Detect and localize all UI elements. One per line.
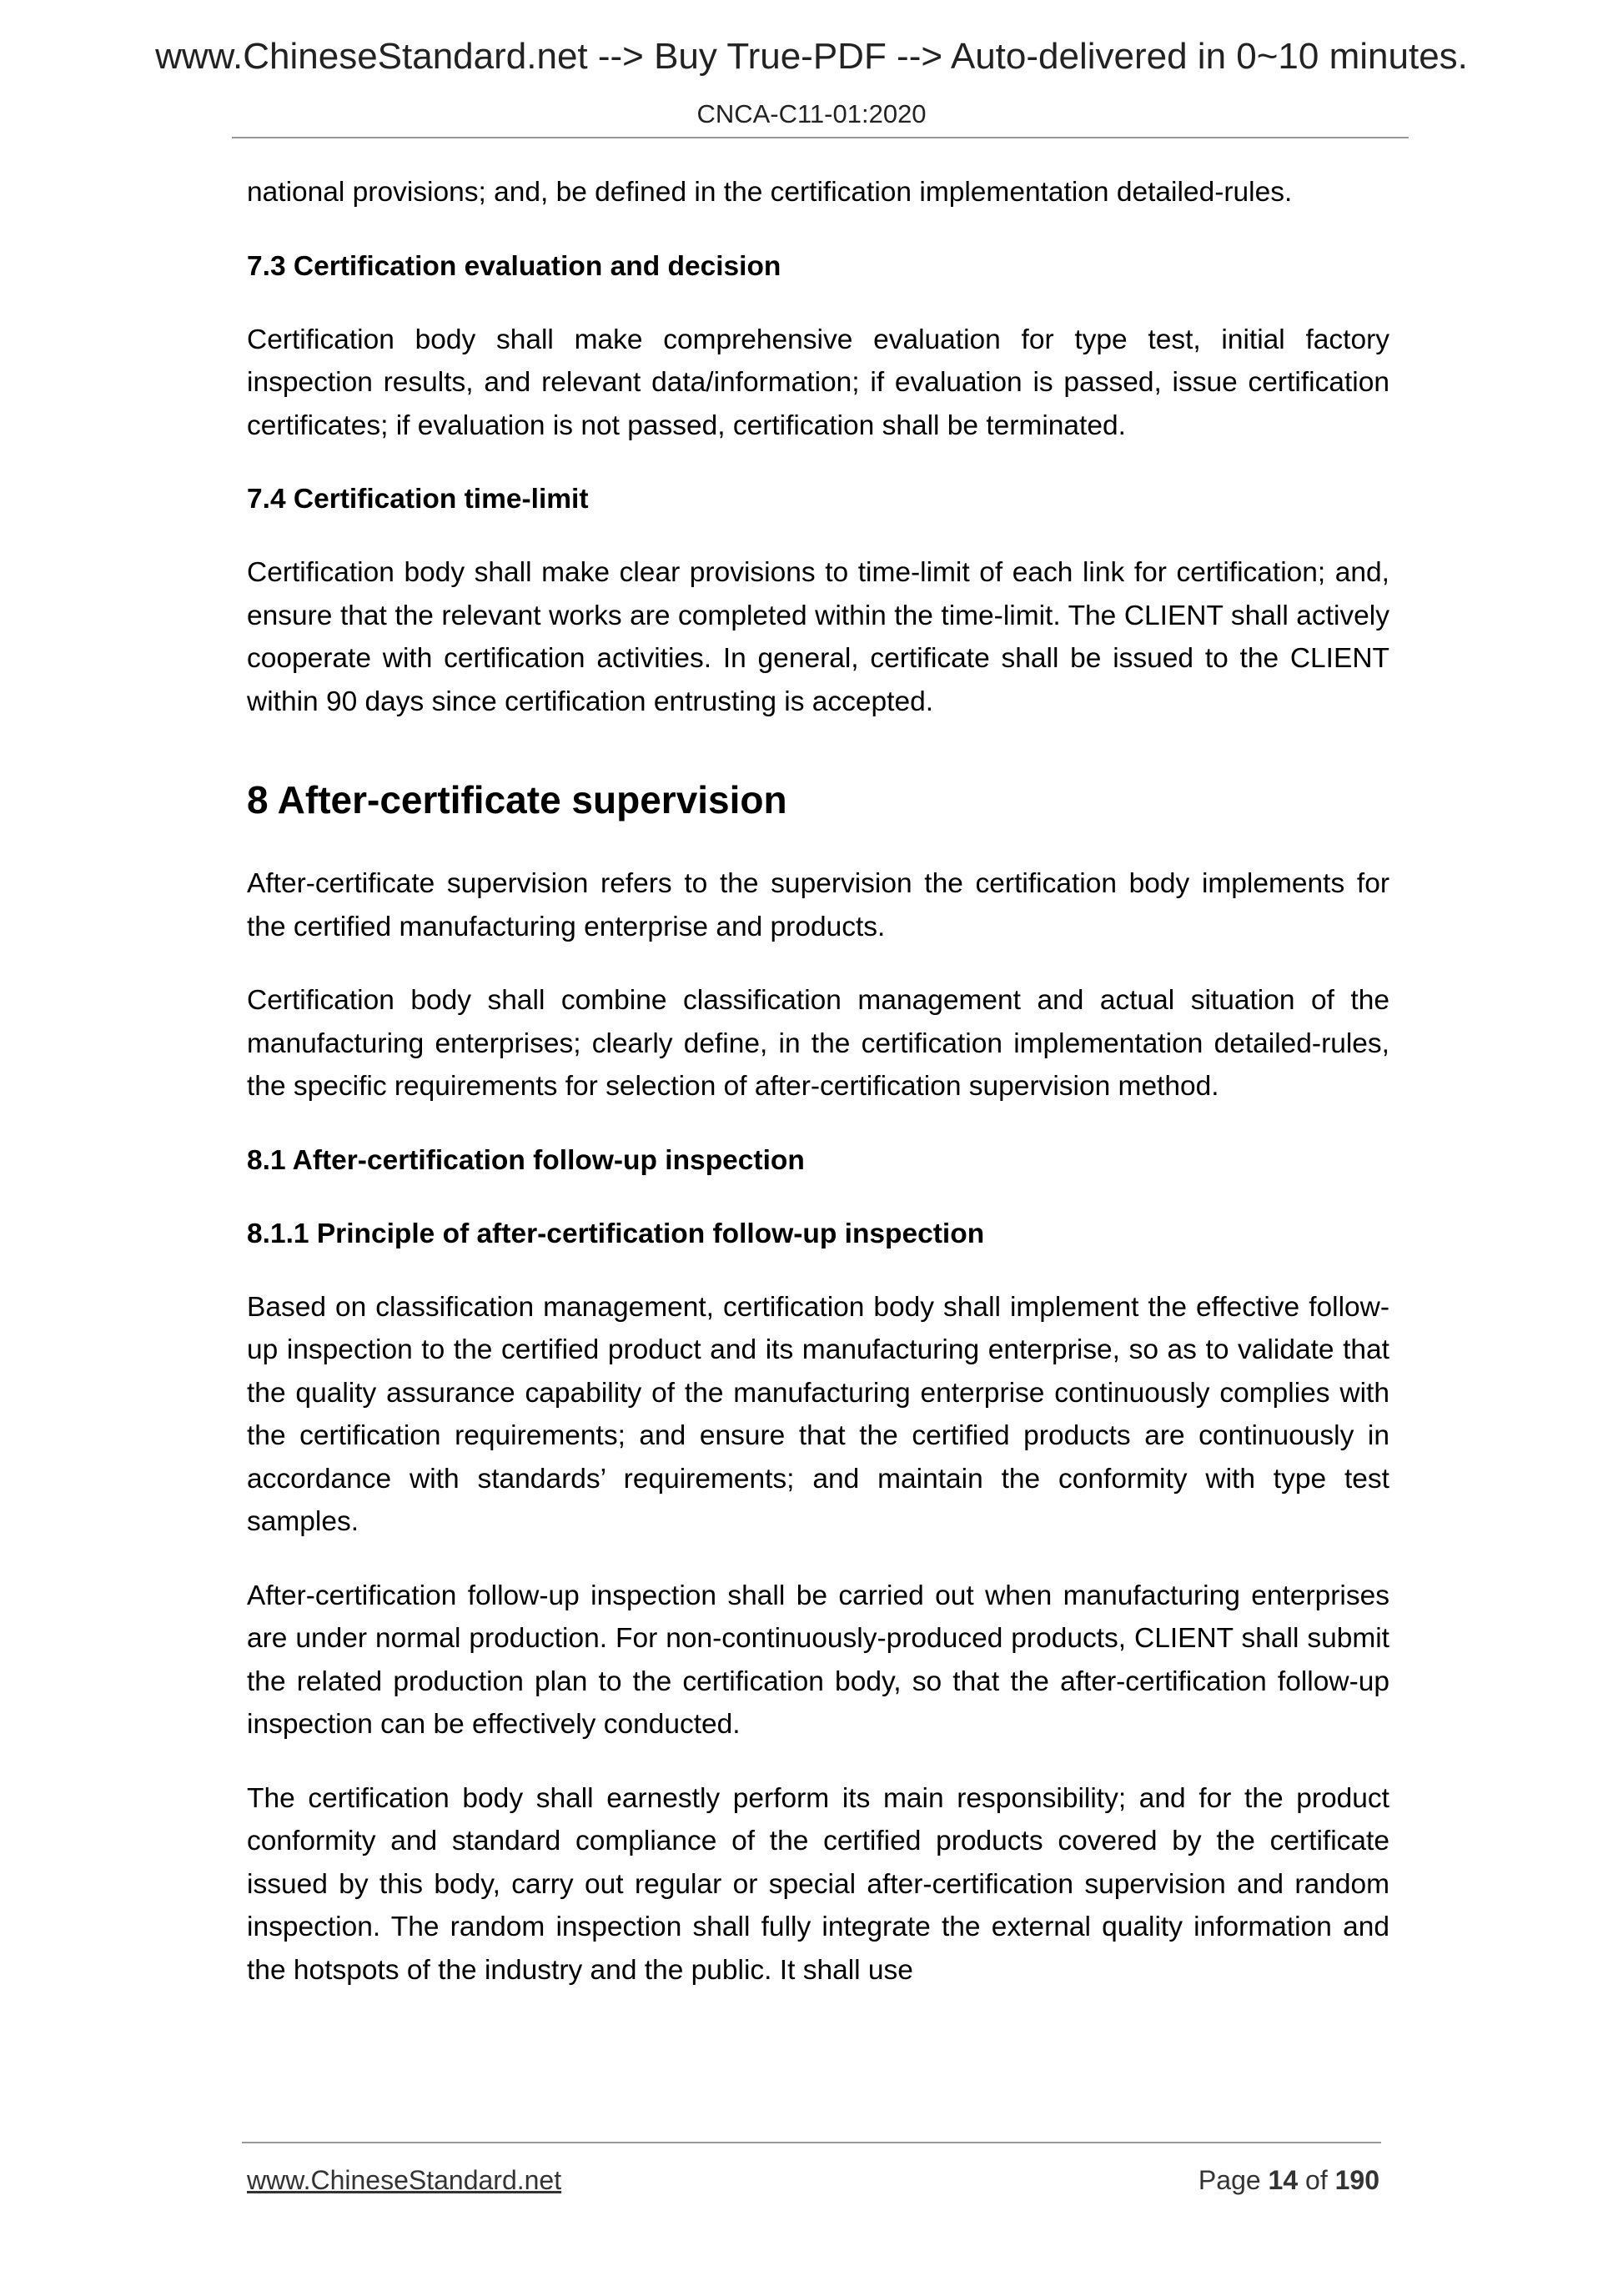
header-banner: www.ChineseStandard.net --> Buy True-PDF --> Auto-delivered in 0~10 minutes. xyxy=(155,36,1468,77)
footer-divider xyxy=(242,2142,1381,2143)
heading-8: 8 After-certificate supervision xyxy=(247,778,787,821)
page-label: Page xyxy=(1198,2165,1261,2195)
paragraph-8-1-1-b: After-certification follow-up inspection shall be carried out when manufacturing enterprises are under normal production. For non-continuously-produced products, CLIENT shall submit the related production plan to the certification body, so that the after-certification follow-up inspection can be effectively conducted. xyxy=(247,1580,1389,1740)
paragraph-8-1-1-a: Based on classification management, certification body shall implement the effective follow-up inspection to the certified product and its manufacturing enterprise, so as to validate that the quality assurance capability of the manufacturing enterprise continuously complies with the certification requirements; and ensure that the certified products are continuously in accordance with standards’ requirements; and maintain the conformity with type test samples. xyxy=(247,1291,1389,1537)
paragraph-intro: national provisions; and, be defined in the certification implementation detailed-rules. xyxy=(247,177,1293,208)
paragraph-7-3: Certification body shall make comprehensive evaluation for type test, initial factory inspection results, and relevant data/information; if evaluation is passed, issue certification certificates; if evaluation is not passed, certification shall be terminated. xyxy=(247,324,1389,441)
heading-8-1: 8.1 After-certification follow-up inspection xyxy=(247,1144,805,1176)
paragraph-7-4: Certification body shall make clear provisions to time-limit of each link for certification; and, ensure that the relevant works are completed within the time-limit. The CLIENT shall actively cooperate with certification activities. In general, certificate shall be issued to the CLIENT within 90 days since certification entrusting is accepted. xyxy=(247,557,1389,717)
page-content xyxy=(247,171,1389,2022)
footer-site-link[interactable]: www.ChineseStandard.net xyxy=(247,2165,562,2195)
page-indicator xyxy=(1198,2162,1379,2198)
paragraph-8-a: After-certificate supervision refers to the supervision the certification body implements for the certified manufacturing enterprise and products. xyxy=(247,868,1389,942)
of-label: of xyxy=(1305,2165,1328,2195)
total-pages: 190 xyxy=(1334,2165,1379,2195)
header-divider xyxy=(232,137,1409,138)
heading-7-3: 7.3 Certification evaluation and decision xyxy=(247,250,781,282)
heading-8-1-1: 8.1.1 Principle of after-certification follow-up inspection xyxy=(247,1218,985,1249)
paragraph-8-b: Certification body shall combine classification management and actual situation of the manufacturing enterprises; clearly define, in the certification implementation detailed-rules, the specific requirements for selection of after-certification supervision method. xyxy=(247,985,1389,1102)
heading-7-4: 7.4 Certification time-limit xyxy=(247,484,589,515)
document-code: CNCA-C11-01:2020 xyxy=(696,99,927,128)
paragraph-8-1-1-c: The certification body shall earnestly perform its main responsibility; and for the product conformity and standard compliance of the certified products covered by the certificate issued by this body, carry out regular or special after-certification supervision and random inspection. The random inspection shall fully integrate the external quality information and the hotspots of the industry and the public. It shall use xyxy=(247,1782,1389,1986)
page-number: 14 xyxy=(1268,2165,1299,2195)
